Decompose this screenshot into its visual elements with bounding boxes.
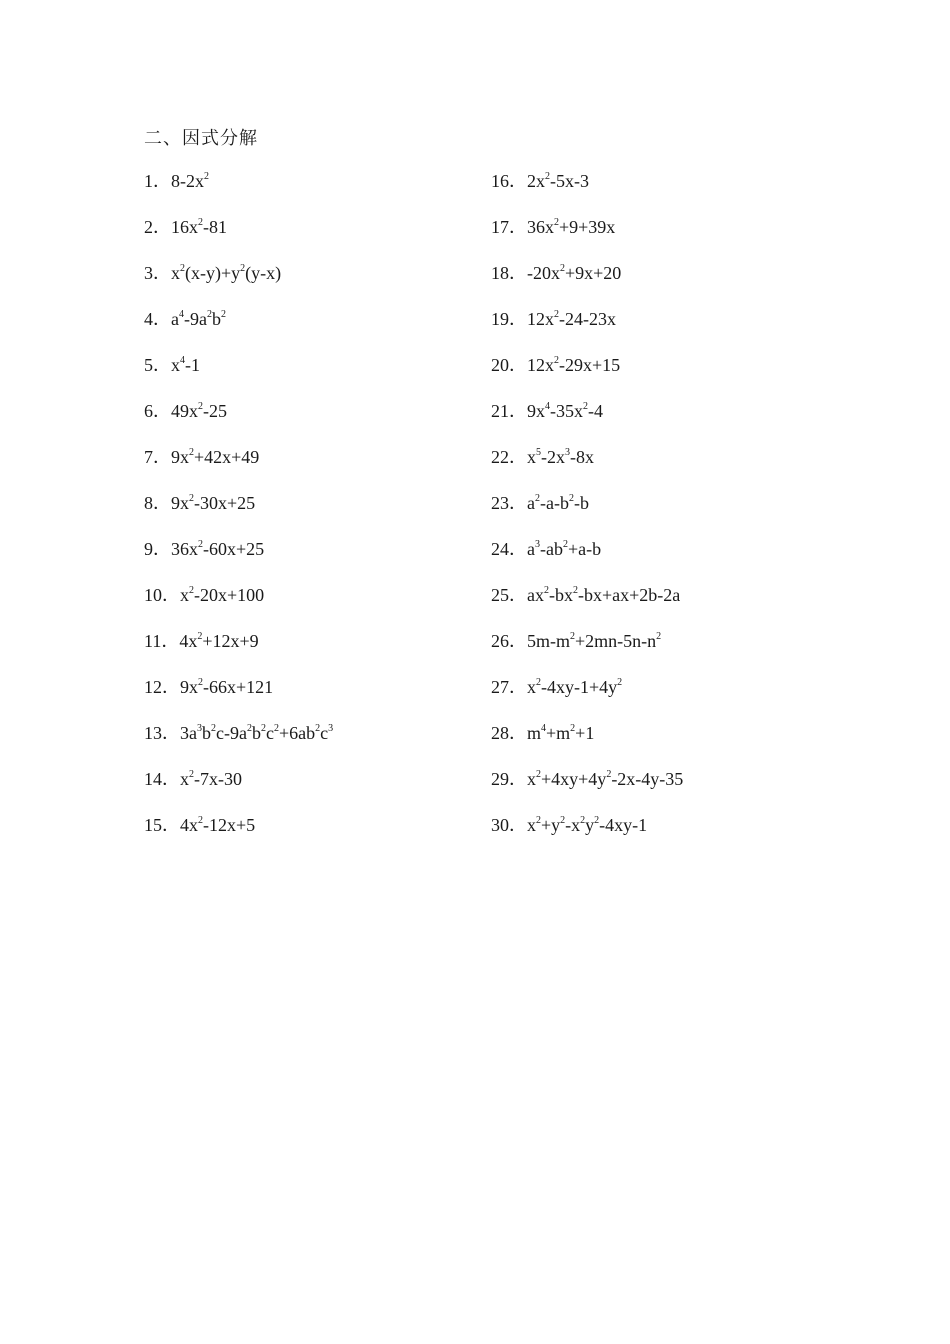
- expression-text: -4xy-1: [599, 815, 648, 835]
- expression-text: -2x-4y-35: [611, 769, 684, 789]
- expression-text: 12x: [527, 309, 554, 329]
- problem-item: [144, 214, 333, 260]
- problem-expression: [527, 168, 589, 198]
- expression-text: -1: [185, 355, 200, 375]
- exponent: 2: [545, 171, 550, 182]
- expression-text: 9x: [180, 677, 198, 697]
- problem-number: 7．: [144, 447, 171, 467]
- problem-number: 10．: [144, 585, 180, 605]
- problem-number: 29．: [491, 769, 527, 789]
- exponent: 2: [560, 815, 566, 826]
- problem-number: 25．: [491, 585, 527, 605]
- problem-expression: [171, 444, 259, 474]
- exponent: 2: [560, 263, 565, 274]
- expression-text: 4x: [180, 815, 198, 835]
- problem-expression: [527, 812, 647, 842]
- problem-number: 30．: [491, 815, 527, 835]
- problem-item: [144, 582, 333, 628]
- expression-text: c-9a: [216, 723, 247, 743]
- exponent: 2: [536, 769, 541, 780]
- problem-item: [144, 398, 333, 444]
- problem-expression: [171, 398, 227, 428]
- exponent: 3: [535, 539, 540, 550]
- problem-expression: [527, 260, 621, 290]
- expression-text: -81: [203, 217, 227, 237]
- problem-number: 5．: [144, 355, 171, 375]
- expression-text: -5x-3: [550, 171, 589, 191]
- problem-number: 4．: [144, 309, 171, 329]
- expression-text: (y-x): [245, 263, 282, 283]
- problem-number: 13．: [144, 723, 180, 743]
- expression-text: b: [251, 723, 261, 743]
- problem-expression: [180, 766, 242, 796]
- exponent: 2: [211, 723, 216, 734]
- problem-item: [491, 536, 683, 582]
- problem-number: 14．: [144, 769, 180, 789]
- expression-text: +6ab: [278, 723, 316, 743]
- expression-text: c: [265, 723, 274, 743]
- expression-text: -b: [573, 493, 589, 513]
- problem-expression: [527, 674, 622, 704]
- exponent: 2: [260, 723, 266, 734]
- exponent: 2: [617, 677, 623, 688]
- expression-text: -12x+5: [203, 815, 256, 835]
- expression-text: x: [180, 769, 189, 789]
- section-title: 二、因式分解: [144, 128, 258, 149]
- expression-text: +2mn-5n-n: [575, 631, 657, 651]
- exponent: 2: [606, 769, 612, 780]
- expression-text: x: [171, 355, 180, 375]
- problem-item: [491, 720, 683, 766]
- problem-expression: [527, 720, 594, 750]
- problem-number: 15．: [144, 815, 180, 835]
- exponent: 2: [568, 493, 574, 504]
- problem-number: 26．: [491, 631, 527, 651]
- exponent: 2: [197, 631, 203, 642]
- problem-expression: [180, 812, 255, 842]
- exponent: 2: [580, 815, 586, 826]
- problem-expression: [171, 214, 227, 244]
- exponent: 2: [573, 585, 578, 596]
- problem-expression: [527, 536, 601, 566]
- problem-item: [491, 628, 683, 674]
- problem-item: [491, 766, 683, 812]
- expression-text: 3a: [180, 723, 197, 743]
- problem-expression: [180, 674, 273, 704]
- expression-text: -a-b: [540, 493, 569, 513]
- expression-text: +42x+49: [194, 447, 260, 467]
- problem-expression: [171, 490, 255, 520]
- problem-item: [144, 812, 333, 858]
- expression-text: -9a: [184, 309, 207, 329]
- expression-text: 36x: [527, 217, 554, 237]
- exponent: 4: [179, 309, 184, 320]
- exponent: 2: [206, 309, 212, 320]
- expression-text: -7x-30: [194, 769, 242, 789]
- exponent: 4: [541, 723, 547, 734]
- problem-item: [144, 766, 333, 812]
- exponent: 2: [594, 815, 600, 826]
- expression-text: -66x+121: [203, 677, 274, 697]
- expression-text: -24-23x: [559, 309, 616, 329]
- problem-item: [491, 168, 683, 214]
- problem-item: [144, 674, 333, 720]
- exponent: 2: [570, 723, 576, 734]
- expression-text: x: [527, 815, 536, 835]
- expression-text: +a-b: [567, 539, 602, 559]
- exponent: 2: [180, 263, 185, 274]
- problem-item: [144, 260, 333, 306]
- expression-text: 8-2x: [171, 171, 204, 191]
- exponent: 2: [315, 723, 321, 734]
- problem-number: 12．: [144, 677, 180, 697]
- expression-text: -20x+100: [194, 585, 265, 605]
- problem-number: 2．: [144, 217, 171, 237]
- problem-item: [491, 260, 683, 306]
- exponent: 2: [189, 447, 194, 458]
- expression-text: 9x: [171, 447, 189, 467]
- exponent: 2: [189, 493, 194, 504]
- problem-number: 1．: [144, 171, 171, 191]
- problem-number: 11．: [144, 631, 180, 651]
- problem-number: 16．: [491, 171, 527, 191]
- problem-item: [144, 536, 333, 582]
- expression-text: x: [171, 263, 180, 283]
- expression-text: -25: [203, 401, 227, 421]
- problem-number: 28．: [491, 723, 527, 743]
- expression-text: +9x+20: [565, 263, 622, 283]
- expression-text: -4xy-1+4y: [541, 677, 618, 697]
- expression-text: a: [171, 309, 179, 329]
- exponent: 2: [544, 585, 549, 596]
- problem-expression: [180, 582, 264, 612]
- expression-text: 12x: [527, 355, 554, 375]
- problem-expression: [527, 306, 616, 336]
- exponent: 2: [535, 493, 540, 504]
- expression-text: -35x: [550, 401, 583, 421]
- expression-text: ax: [527, 585, 544, 605]
- problem-item: [491, 306, 683, 352]
- exponent: 2: [554, 309, 559, 320]
- problem-item: [491, 444, 683, 490]
- exponent: 4: [545, 401, 550, 412]
- problem-number: 19．: [491, 309, 527, 329]
- expression-text: y: [585, 815, 595, 835]
- expression-text: a: [527, 493, 535, 513]
- expression-text: 5m-m: [527, 631, 570, 651]
- exponent: 2: [246, 723, 252, 734]
- problem-expression: [527, 398, 603, 428]
- expression-text: a: [527, 539, 535, 559]
- problem-item: [491, 490, 683, 536]
- problem-item: [144, 352, 333, 398]
- expression-text: x: [180, 585, 189, 605]
- exponent: 2: [240, 263, 246, 274]
- expression-text: x: [527, 677, 536, 697]
- problem-number: 18．: [491, 263, 527, 283]
- exponent: 5: [536, 447, 541, 458]
- exponent: 2: [554, 217, 559, 228]
- problem-number: 3．: [144, 263, 171, 283]
- expression-text: -bx+ax+2b-2a: [578, 585, 681, 605]
- problem-expression: [527, 214, 615, 244]
- expression-text: c: [320, 723, 329, 743]
- expression-text: 4x: [179, 631, 198, 651]
- exponent: 2: [554, 355, 559, 366]
- exponent: 2: [189, 769, 194, 780]
- exponent: 2: [198, 539, 203, 550]
- problem-item: [144, 628, 333, 674]
- exponent: 3: [197, 723, 202, 734]
- problem-number: 24．: [491, 539, 527, 559]
- problem-item: [144, 168, 333, 214]
- exponent: 3: [565, 447, 570, 458]
- problem-expression: [180, 720, 333, 750]
- expression-text: x: [527, 769, 536, 789]
- exponent: 2: [570, 631, 575, 642]
- exponent: 2: [273, 723, 279, 734]
- expression-text: 49x: [171, 401, 198, 421]
- expression-text: -60x+25: [203, 539, 265, 559]
- expression-text: 9x: [171, 493, 189, 513]
- expression-text: (x-y)+y: [185, 263, 241, 283]
- exponent: 4: [180, 355, 185, 366]
- exponent: 2: [198, 815, 203, 826]
- expression-text: +y: [541, 815, 561, 835]
- problem-item: [491, 352, 683, 398]
- exponent: 2: [562, 539, 568, 550]
- right-problem-column: [491, 168, 683, 858]
- expression-text: x: [527, 447, 536, 467]
- expression-text: -30x+25: [194, 493, 256, 513]
- exponent: 2: [189, 585, 194, 596]
- problem-number: 21．: [491, 401, 527, 421]
- problem-item: [144, 444, 333, 490]
- problem-item: [491, 674, 683, 720]
- expression-text: m: [527, 723, 542, 743]
- problem-item: [144, 490, 333, 536]
- problem-number: 20．: [491, 355, 527, 375]
- exponent: 2: [198, 677, 203, 688]
- expression-text: +m: [546, 723, 571, 743]
- problem-expression: [179, 628, 258, 658]
- expression-text: +4xy+4y: [541, 769, 607, 789]
- problem-number: 17．: [491, 217, 527, 237]
- expression-text: 16x: [171, 217, 198, 237]
- problem-expression: [527, 582, 680, 612]
- exponent: 2: [583, 401, 588, 412]
- exponent: 3: [328, 723, 334, 734]
- expression-text: 2x: [527, 171, 545, 191]
- expression-text: -ab: [540, 539, 563, 559]
- exponent: 2: [656, 631, 662, 642]
- expression-text: -2x: [541, 447, 565, 467]
- exponent: 2: [198, 401, 203, 412]
- problem-item: [491, 812, 683, 858]
- problem-expression: [171, 260, 281, 290]
- exponent: 2: [536, 677, 541, 688]
- expression-text: -29x+15: [559, 355, 621, 375]
- problem-number: 8．: [144, 493, 171, 513]
- problem-expression: [171, 306, 226, 336]
- expression-text: +9+39x: [559, 217, 616, 237]
- problem-number: 27．: [491, 677, 527, 697]
- exponent: 2: [220, 309, 226, 320]
- expression-text: 9x: [527, 401, 545, 421]
- left-problem-column: [144, 168, 333, 858]
- expression-text: +1: [575, 723, 595, 743]
- expression-text: b: [202, 723, 211, 743]
- exponent: 2: [198, 217, 203, 228]
- problem-item: [491, 214, 683, 260]
- problem-expression: [171, 536, 264, 566]
- expression-text: +12x+9: [202, 631, 259, 651]
- problem-item: [491, 398, 683, 444]
- expression-text: -bx: [549, 585, 573, 605]
- expression-text: -x: [565, 815, 581, 835]
- exponent: 2: [204, 171, 209, 182]
- expression-text: -4: [588, 401, 603, 421]
- expression-text: b: [211, 309, 221, 329]
- problem-item: [491, 582, 683, 628]
- expression-text: -8x: [570, 447, 594, 467]
- problem-expression: [527, 766, 683, 796]
- problem-expression: [527, 444, 594, 474]
- problem-number: 9．: [144, 539, 171, 559]
- problem-expression: [527, 352, 620, 382]
- problem-item: [144, 306, 333, 352]
- expression-text: -20x: [527, 263, 560, 283]
- problem-number: 23．: [491, 493, 527, 513]
- problem-item: [144, 720, 333, 766]
- exponent: 2: [536, 815, 541, 826]
- problem-expression: [171, 352, 200, 382]
- problem-expression: [171, 168, 209, 198]
- expression-text: 36x: [171, 539, 198, 559]
- problem-number: 6．: [144, 401, 171, 421]
- problem-expression: [527, 628, 661, 658]
- problem-expression: [527, 490, 589, 520]
- problem-number: 22．: [491, 447, 527, 467]
